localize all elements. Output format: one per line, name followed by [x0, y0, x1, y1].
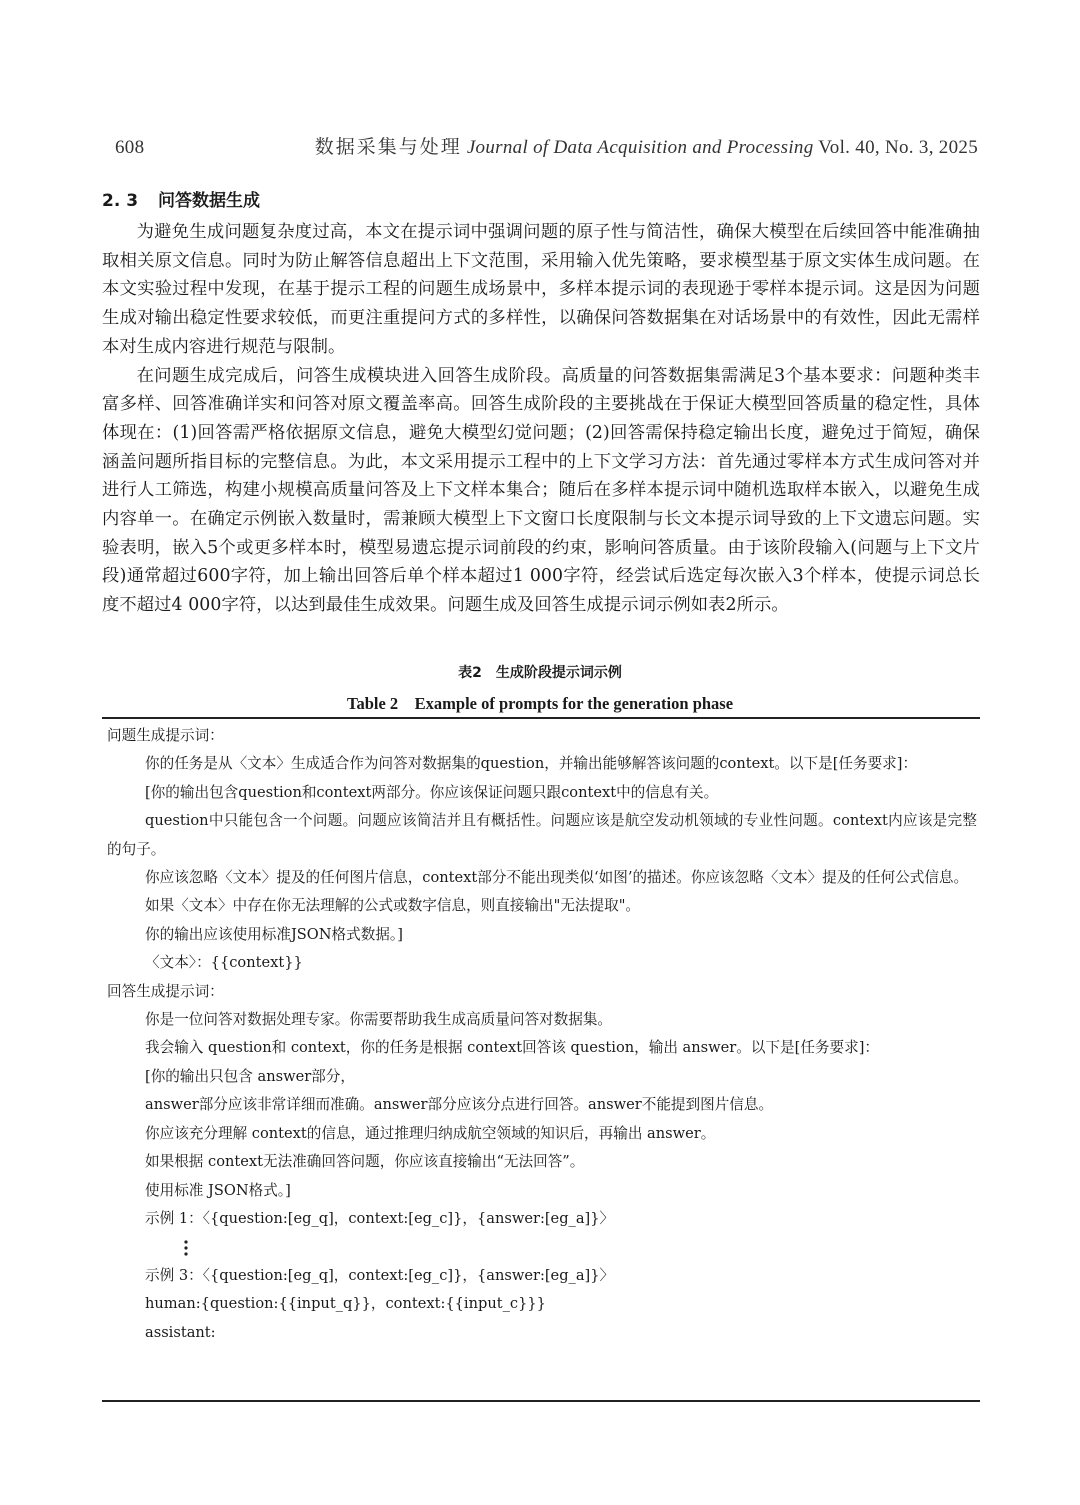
answer-assistant: assistant: — [145, 1323, 216, 1341]
answer-req-1: [你的输出只包含 answer部分， — [145, 1067, 355, 1085]
section-number: 2. 3 — [102, 191, 139, 211]
question-req-5: 你的输出应该使用标准JSON格式数据。] — [145, 925, 403, 943]
running-header — [115, 132, 978, 159]
journal-name-en: Journal of Data Acquisition and Processing — [466, 137, 814, 158]
vertical-ellipsis-icon — [107, 1233, 977, 1261]
page-number: 608 — [115, 137, 145, 158]
prompt-table — [107, 722, 977, 1347]
answer-req-2: answer部分应该非常详细而准确。answer部分应该分点进行回答。answer不能提到图片信息。 — [145, 1096, 774, 1114]
table-caption-cn: 表2 生成阶段提示词示例 — [458, 665, 622, 681]
question-task-intro: 你的任务是从〈文本〉生成适合作为问答对数据集的question，并输出能够解答该问题的context。以下是[任务要求]： — [145, 755, 918, 773]
answer-req-3: 你应该充分理解 context的信息，通过推理归纳成航空领域的知识后，再输出 answer。 — [145, 1124, 716, 1142]
table-caption-en: Table 2 Example of prompts for the generation phase — [346, 694, 734, 713]
question-req-1: [你的输出包含question和context两部分。你应该保证问题只跟context中的信息有关。 — [145, 783, 719, 801]
journal-name-cn: 数据采集与处理 — [314, 137, 462, 158]
answer-req-4: 如果根据 context无法准确回答问题，你应该直接输出“无法回答”。 — [145, 1153, 585, 1171]
answer-prompt-heading: 回答生成提示词： — [107, 982, 224, 1000]
answer-req-5: 使用标准 JSON格式。] — [145, 1181, 291, 1199]
table-bottom-rule — [102, 1400, 980, 1402]
journal-info — [315, 132, 978, 159]
question-prompt-heading: 问题生成提示词： — [107, 727, 224, 744]
answer-example-3: 示例 3：〈{question:[eg_q]，context:[eg_c]}，{answer:[eg_a]}〉 — [145, 1266, 615, 1284]
answer-human-input: human:{question:{{input_q}}，context:{{input_c}}} — [145, 1295, 546, 1313]
paragraph-1: 为避免生成问题复杂度过高，本文在提示词中强调问题的原子性与简洁性，确保大模型在后续回答中能准确抽取相关原文信息。同时为防止解答信息超出上下文范围，采用输入优先策略，要求模型基于原文实体生成问题。在本文实验过程中发现，在基于提示工程的问题生成场景中，多样本提示词的表现逊于零样本提示词。这是因为问题生成对输出稳定性要求较低，而更注重提问方式的多样性，以确保问答数据集在对话场景中的有效性，因此无需样本对生成内容进行规范与限制。 — [102, 222, 980, 357]
paragraph-2: 在问题生成完成后，问答生成模块进入回答生成阶段。高质量的问答数据集需满足3个基本要求：问题种类丰富多样、回答准确详实和问答对原文覆盖率高。回答生成阶段的主要挑战在于保证大模型回答质量的稳定性，具体体现在：(1)回答需严格依据原文信息，避免大模型幻觉问题；(2)回答需保持稳定输出长度，避免过于简短，确保涵盖问题所指目标的完整信息。为此，本文采用提示工程中的上下文学习方法：首先通过零样本方式生成问答对并进行人工筛选，构建小规模高质量问答及上下文样本集合；随后在多样本提示词中随机选取样本嵌入，以避免生成内容单一。在确定示例嵌入数量时，需兼顾大模型上下文窗口长度限制与长文本提示词导致的上下文遗忘问题。实验表明，嵌入5个或更多样本时，模型易遗忘提示词前段的约束，影响问答质量。由于该阶段输入(问题与上下文片段)通常超过600字符，加上输出回答后单个样本超过1 000字符，经尝试后选定每次嵌入3个样本，使提示词总长度不超过4 000字符，以达到最佳生成效果。问题生成及回答生成提示词示例如表2所示。 — [102, 365, 980, 616]
body-text — [102, 218, 980, 620]
table-top-rule — [102, 717, 980, 719]
section-title: 问答数据生成 — [158, 191, 261, 211]
volume-issue: Vol. 40, No. 3, 2025 — [818, 137, 978, 158]
section-heading — [102, 186, 260, 211]
answer-task: 我会输入 question和 context，你的任务是根据 context回答该 question，输出 answer。以下是[任务要求]： — [145, 1039, 879, 1057]
question-req-3: 你应该忽略〈文本〉提及的任何图片信息，context部分不能出现类似‘如图’的描述。你应该忽略〈文本〉提及的任何公式信息。 — [145, 869, 969, 887]
question-input: 〈文本〉：{{context}} — [145, 954, 303, 972]
answer-role: 你是一位问答对数据处理专家。你需要帮助我生成高质量问答对数据集。 — [145, 1011, 613, 1029]
answer-example-1: 示例 1：〈{question:[eg_q]，context:[eg_c]}，{answer:[eg_a]}〉 — [145, 1209, 615, 1227]
question-req-2: question中只能包含一个问题。问题应该简洁并且有概括性。问题应该是航空发动机领域的专业性问题。context内应该是完整的句子。 — [107, 812, 977, 858]
question-req-4: 如果〈文本〉中存在你无法理解的公式或数字信息，则直接输出"无法提取"。 — [145, 897, 641, 915]
